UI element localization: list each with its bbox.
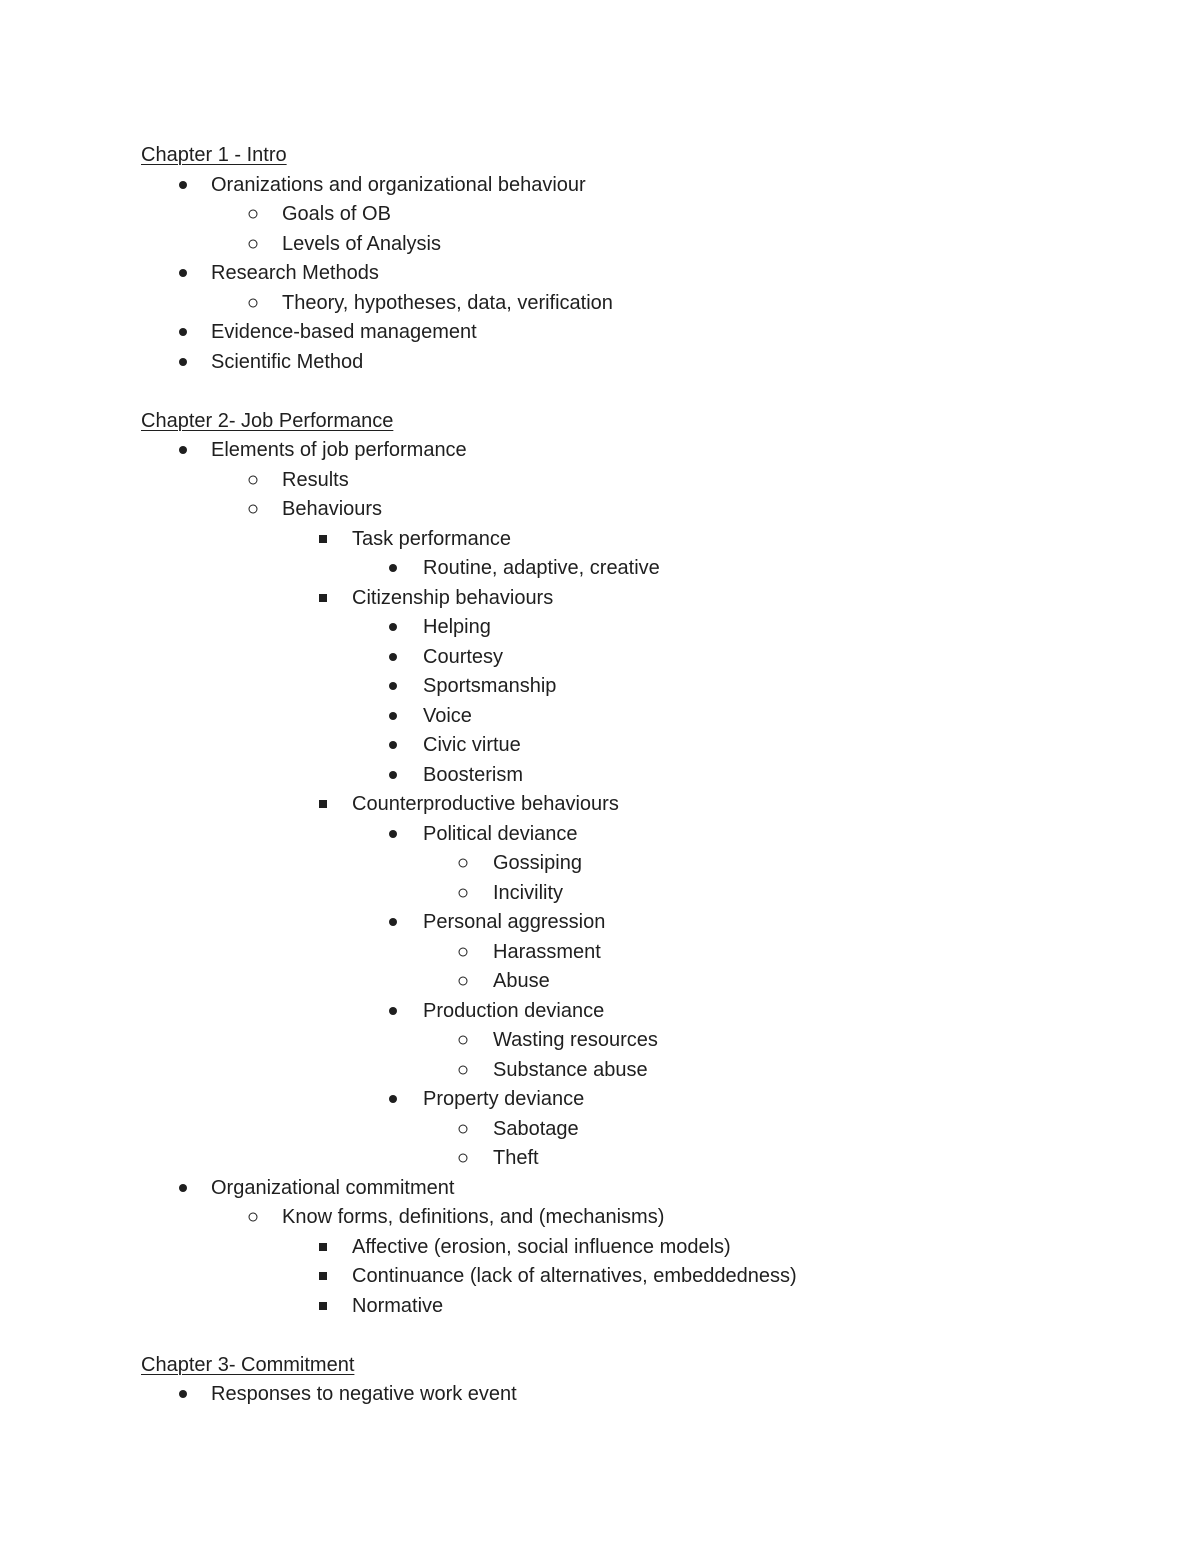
bullet-square-icon xyxy=(315,524,331,554)
bullet-circle-icon xyxy=(455,1055,471,1085)
list-item xyxy=(0,170,1200,200)
list-item xyxy=(0,1202,1200,1232)
chapter-heading: Chapter 3- Commitment xyxy=(141,1353,355,1376)
bullet-circle-icon xyxy=(455,848,471,878)
bullet-disc-icon xyxy=(175,1173,191,1203)
bullet-circle-icon xyxy=(455,1143,471,1173)
bullet-disc-icon xyxy=(175,170,191,200)
list-item-text: Research Methods xyxy=(211,262,379,284)
list-item xyxy=(0,789,1200,819)
list-item-text: Boosterism xyxy=(423,763,524,786)
bullet-disc-icon xyxy=(385,701,401,731)
list-item xyxy=(0,1114,1200,1144)
list-item xyxy=(0,907,1200,937)
list-item xyxy=(0,760,1200,790)
list-item-text: Normative xyxy=(352,1294,444,1317)
list-item xyxy=(0,1291,1200,1321)
list-item xyxy=(0,996,1200,1026)
list-item-text: Citizenship behaviours xyxy=(352,586,554,609)
list-item xyxy=(0,347,1200,377)
list-item xyxy=(0,199,1200,229)
list-item-text: Results xyxy=(282,468,349,491)
list-item xyxy=(0,671,1200,701)
list-item-text: Oranizations and organizational behaviour xyxy=(211,173,586,196)
bullet-disc-icon xyxy=(175,347,191,377)
list-item xyxy=(0,1025,1200,1055)
bullet-circle-icon xyxy=(245,199,261,229)
bullet-disc-icon xyxy=(385,1084,401,1114)
list-item-text: Production deviance xyxy=(423,999,605,1022)
bullet-square-icon xyxy=(315,1291,331,1321)
chapter-heading: Chapter 1 - Intro xyxy=(141,144,287,166)
list-item xyxy=(0,465,1200,495)
list-item xyxy=(0,878,1200,908)
bullet-circle-icon xyxy=(455,966,471,996)
list-item-text: Know forms, definitions, and (mechanisms) xyxy=(282,1206,665,1228)
list-item xyxy=(0,612,1200,642)
list-item-text: Gossiping xyxy=(493,852,582,874)
bullet-square-icon xyxy=(315,789,331,819)
list-item-text: Incivility xyxy=(493,881,564,904)
list-item-text: Scientific Method xyxy=(211,350,364,373)
list-item-text: Helping xyxy=(423,616,491,638)
list-item-text: Theft xyxy=(493,1147,539,1169)
list-item-text: Affective (erosion, social influence models) xyxy=(352,1235,731,1258)
bullet-disc-icon xyxy=(175,258,191,288)
list-item xyxy=(0,701,1200,731)
list-item-text: Civic virtue xyxy=(423,734,521,756)
list-item-text: Sabotage xyxy=(493,1117,579,1140)
list-item xyxy=(0,1084,1200,1114)
list-item xyxy=(0,966,1200,996)
bullet-disc-icon xyxy=(385,642,401,672)
bullet-disc-icon xyxy=(385,671,401,701)
list-item xyxy=(0,642,1200,672)
list-item-text: Courtesy xyxy=(423,645,504,668)
list-item-text: Goals of OB xyxy=(282,203,391,225)
list-item-text: Harassment xyxy=(493,940,601,963)
list-item-text: Abuse xyxy=(493,970,550,992)
list-item xyxy=(0,317,1200,347)
list-item xyxy=(0,229,1200,259)
bullet-disc-icon xyxy=(385,907,401,937)
bullet-square-icon xyxy=(315,583,331,613)
list-item xyxy=(0,258,1200,288)
bullet-disc-icon xyxy=(385,612,401,642)
bullet-circle-icon xyxy=(455,1114,471,1144)
list-item-text: Behaviours xyxy=(282,498,383,520)
list-item-text: Property deviance xyxy=(423,1088,585,1110)
chapter-heading: Chapter 2- Job Performance xyxy=(141,409,394,432)
list-item xyxy=(0,730,1200,760)
list-item xyxy=(0,1143,1200,1173)
list-item-text: Wasting resources xyxy=(493,1029,658,1051)
list-item-text: Task performance xyxy=(352,527,511,550)
list-item-text: Substance abuse xyxy=(493,1058,648,1081)
list-item-text: Organizational commitment xyxy=(211,1176,455,1199)
list-item xyxy=(0,937,1200,967)
list-item xyxy=(0,583,1200,613)
list-item-text: Levels of Analysis xyxy=(282,232,441,255)
bullet-circle-icon xyxy=(245,465,261,495)
list-item xyxy=(0,1055,1200,1085)
list-item xyxy=(0,1232,1200,1262)
list-item xyxy=(0,494,1200,524)
list-item xyxy=(0,819,1200,849)
list-item xyxy=(0,435,1200,465)
list-item xyxy=(0,1173,1200,1203)
list-item-text: Counterproductive behaviours xyxy=(352,793,619,815)
bullet-disc-icon xyxy=(385,553,401,583)
list-item-text: Political deviance xyxy=(423,822,578,845)
list-item xyxy=(0,1379,1200,1409)
list-item-text: Sportsmanship xyxy=(423,675,557,697)
bullet-circle-icon xyxy=(455,1025,471,1055)
list-item-text: Continuance (lack of alternatives, embeddedness) xyxy=(352,1265,797,1287)
bullet-disc-icon xyxy=(385,730,401,760)
list-item xyxy=(0,848,1200,878)
bullet-disc-icon xyxy=(385,819,401,849)
bullet-circle-icon xyxy=(245,288,261,318)
bullet-disc-icon xyxy=(175,435,191,465)
bullet-square-icon xyxy=(315,1261,331,1291)
list-item-text: Responses to negative work event xyxy=(211,1383,517,1405)
bullet-circle-icon xyxy=(455,878,471,908)
list-item-text: Evidence-based management xyxy=(211,321,477,343)
list-item xyxy=(0,288,1200,318)
list-item xyxy=(0,524,1200,554)
list-item xyxy=(0,553,1200,583)
bullet-circle-icon xyxy=(455,937,471,967)
bullet-disc-icon xyxy=(175,1379,191,1409)
list-item-text: Theory, hypotheses, data, verification xyxy=(282,291,613,314)
bullet-disc-icon xyxy=(385,996,401,1026)
list-item-text: Voice xyxy=(423,704,472,727)
list-item-text: Personal aggression xyxy=(423,911,606,933)
bullet-circle-icon xyxy=(245,1202,261,1232)
list-item xyxy=(0,1261,1200,1291)
list-item-text: Routine, adaptive, creative xyxy=(423,557,660,579)
bullet-circle-icon xyxy=(245,229,261,259)
bullet-disc-icon xyxy=(385,760,401,790)
bullet-circle-icon xyxy=(245,494,261,524)
list-item-text: Elements of job performance xyxy=(211,439,467,461)
bullet-square-icon xyxy=(315,1232,331,1262)
bullet-disc-icon xyxy=(175,317,191,347)
